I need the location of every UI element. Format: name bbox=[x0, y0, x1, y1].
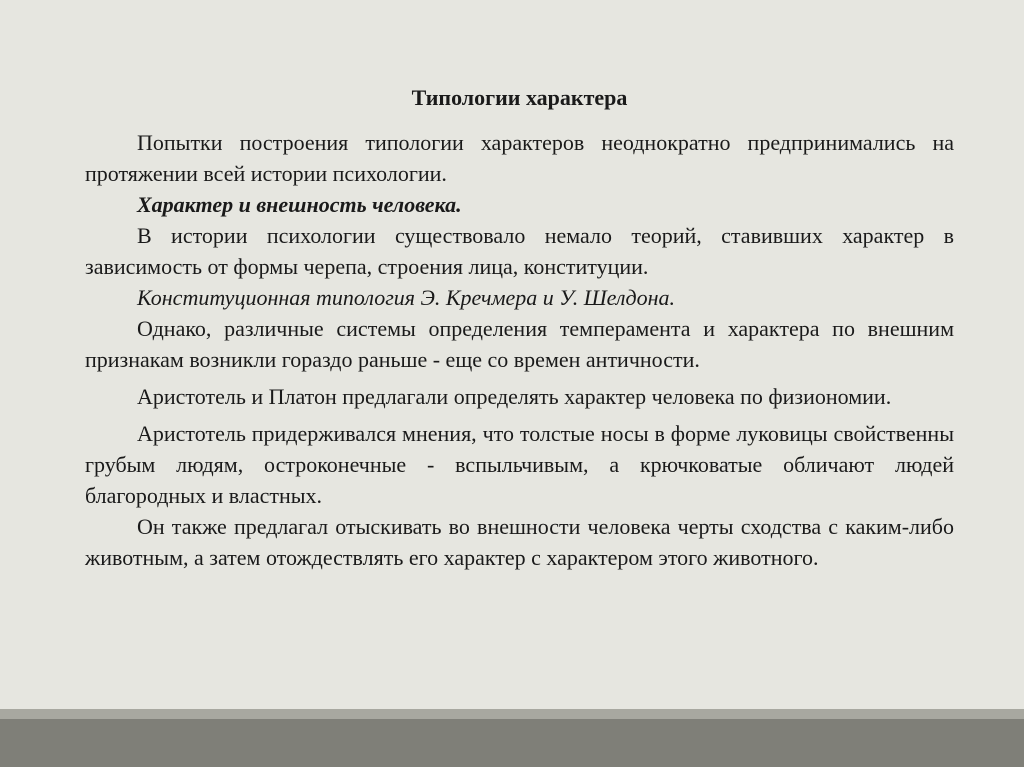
paragraph-intro: Попытки построения типологии характеров неоднократно предпринимались на протяжении всей истории психологии. bbox=[85, 130, 954, 186]
paragraph-animal-similarity: Он также предлагал отыскивать во внешности человека черты сходства с каким-либо животным, а затем отождествлять его характер с характером этого животного. bbox=[85, 514, 954, 570]
footer-stripe bbox=[0, 709, 1024, 719]
paragraph-aristotle-noses: Аристотель придерживался мнения, что толстые носы в форме луковицы свойственны грубым людям, остроконечные - вспыльчивым, а крючковатые обличают людей благородных и властных. bbox=[85, 421, 954, 508]
subheading-character-appearance: Характер и внешность человека. bbox=[137, 192, 462, 217]
paragraph-aristotle-plato: Аристотель и Платон предлагали определять характер человека по физиономии. bbox=[137, 384, 892, 409]
footer-bar bbox=[0, 719, 1024, 767]
slide-content bbox=[85, 84, 954, 573]
slide-title: Типологии характера bbox=[411, 85, 628, 110]
paragraph-antiquity: Однако, различные системы определения темперамента и характера по внешним признакам возникли гораздо раньше - еще со времен античности. bbox=[85, 316, 954, 372]
subheading-constitutional-typology: Конституционная типология Э. Кречмера и У. Шелдона. bbox=[137, 285, 676, 310]
paragraph-theories: В истории психологии существовало немало теорий, ставивших характер в зависимость от формы черепа, строения лица, конституции. bbox=[85, 223, 954, 279]
